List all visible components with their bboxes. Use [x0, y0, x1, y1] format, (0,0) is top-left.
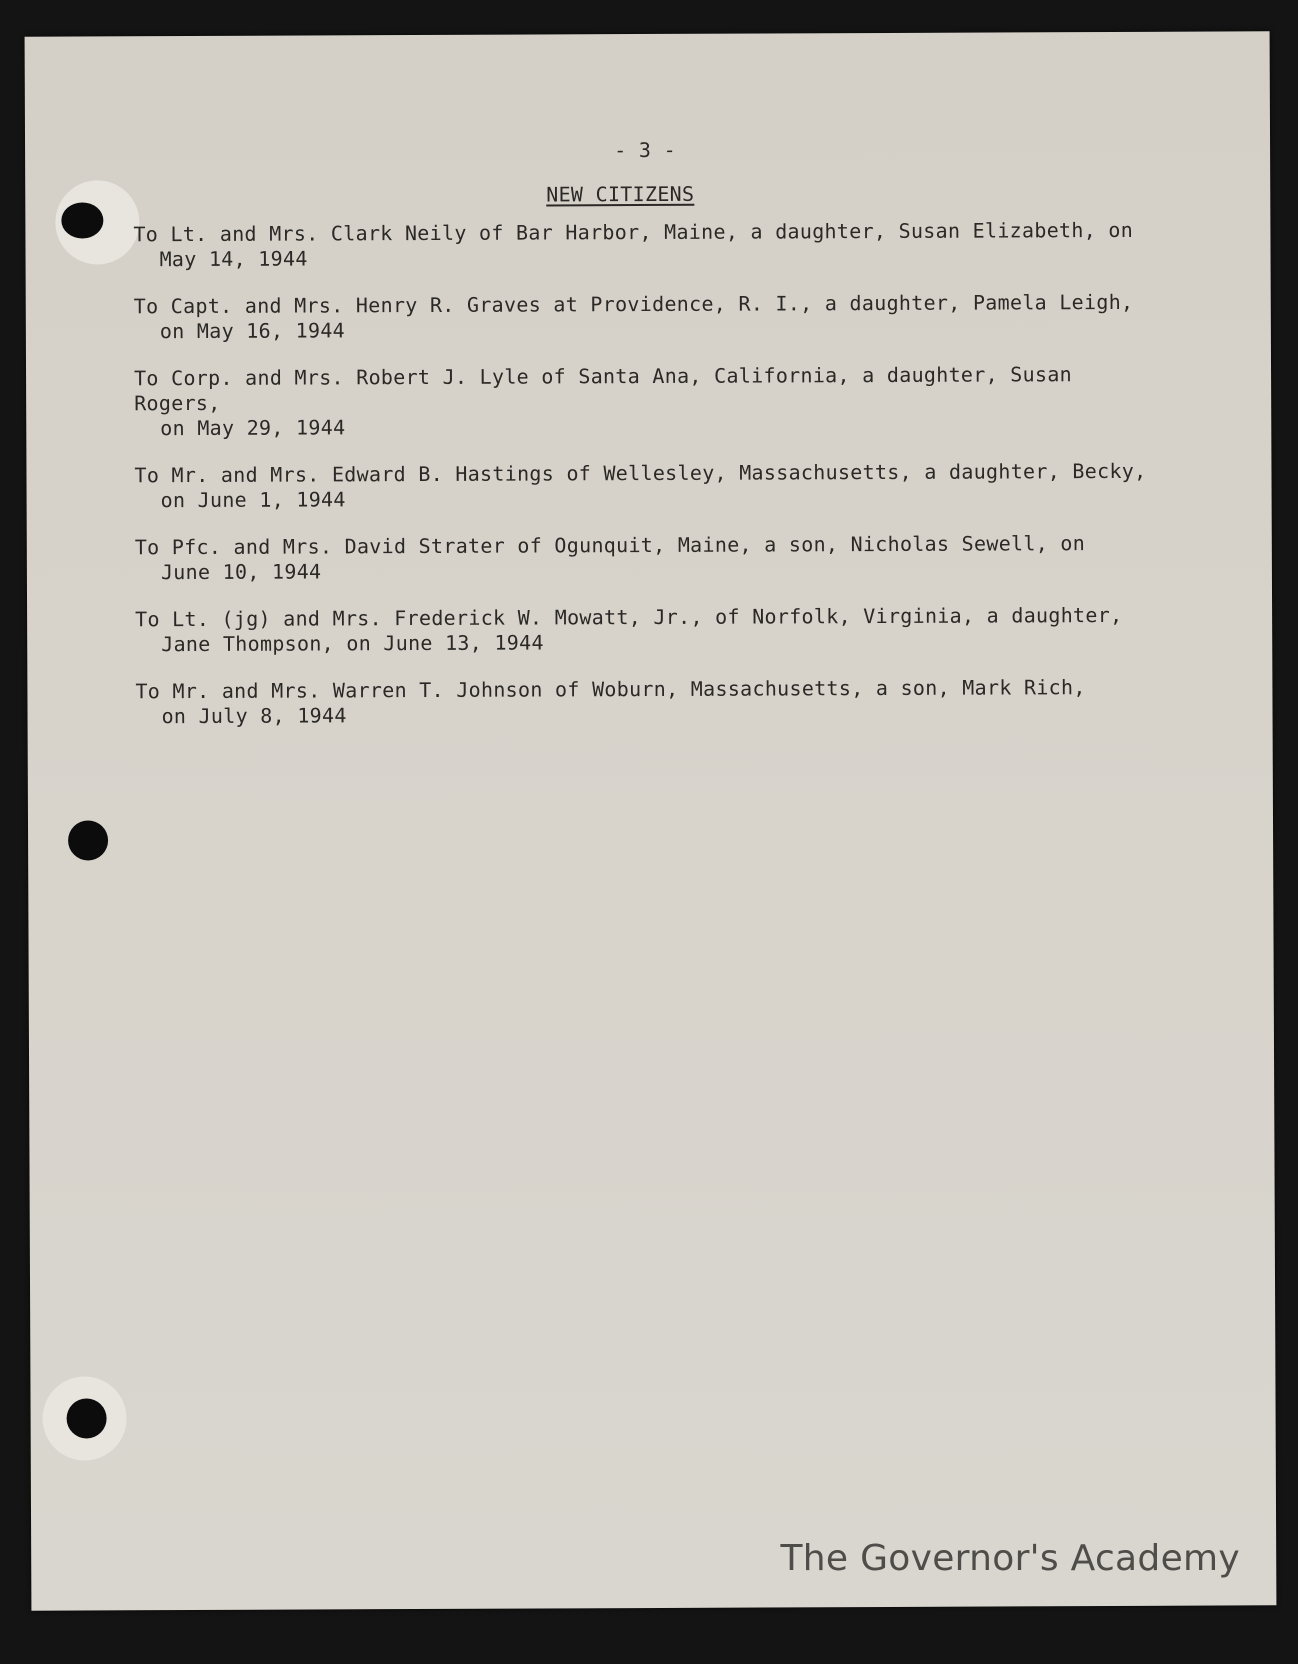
announcement-line-2: on May 16, 1944 — [159, 318, 346, 344]
page-number: - 3 - — [614, 137, 676, 163]
announcement-entry — [133, 218, 1153, 272]
announcement-entry — [135, 675, 1155, 729]
announcement-entry — [134, 290, 1154, 344]
punch-hole-middle — [68, 820, 108, 860]
announcement-line-2: on July 8, 1944 — [161, 703, 347, 729]
announcement-entry — [135, 531, 1155, 585]
announcement-line-2: June 10, 1944 — [160, 559, 322, 585]
punch-hole-top — [61, 202, 103, 238]
document-page — [25, 31, 1277, 1610]
section-heading: NEW CITIZENS — [546, 181, 695, 207]
announcement-entry — [135, 603, 1155, 657]
punch-hole-bottom — [67, 1398, 107, 1438]
birth-announcements-list — [133, 218, 1155, 751]
announcement-line-1: To Pfc. and Mrs. David Strater of Ogunquit, Maine, a son, Nicholas Sewell, on — [134, 531, 1086, 560]
announcement-line-1: To Lt. and Mrs. Clark Neily of Bar Harbor, Maine, a daughter, Susan Elizabeth, on — [133, 217, 1134, 247]
announcement-line-1: To Mr. and Mrs. Edward B. Hastings of Wellesley, Massachusetts, a daughter, Becky, — [134, 458, 1147, 488]
announcement-line-2: on May 29, 1944 — [160, 415, 346, 441]
announcement-line-1: To Capt. and Mrs. Henry R. Graves at Providence, R. I., a daughter, Pamela Leigh, — [133, 289, 1134, 319]
announcement-line-2: Jane Thompson, on June 13, 1944 — [161, 630, 544, 657]
announcement-line-2: on June 1, 1944 — [160, 487, 346, 513]
announcement-entry — [134, 362, 1154, 441]
announcement-line-1: To Mr. and Mrs. Warren T. Johnson of Woburn, Massachusetts, a son, Mark Rich, — [135, 675, 1086, 704]
announcement-line-1: To Corp. and Mrs. Robert J. Lyle of Santa Ana, California, a daughter, Susan Rogers, — [134, 362, 1073, 416]
announcement-entry — [134, 459, 1154, 513]
archive-watermark: The Governor's Academy — [780, 1538, 1240, 1579]
announcement-line-1: To Lt. (jg) and Mrs. Frederick W. Mowatt, Jr., of Norfolk, Virginia, a daughter, — [135, 602, 1123, 632]
announcement-line-2: May 14, 1944 — [159, 246, 308, 272]
